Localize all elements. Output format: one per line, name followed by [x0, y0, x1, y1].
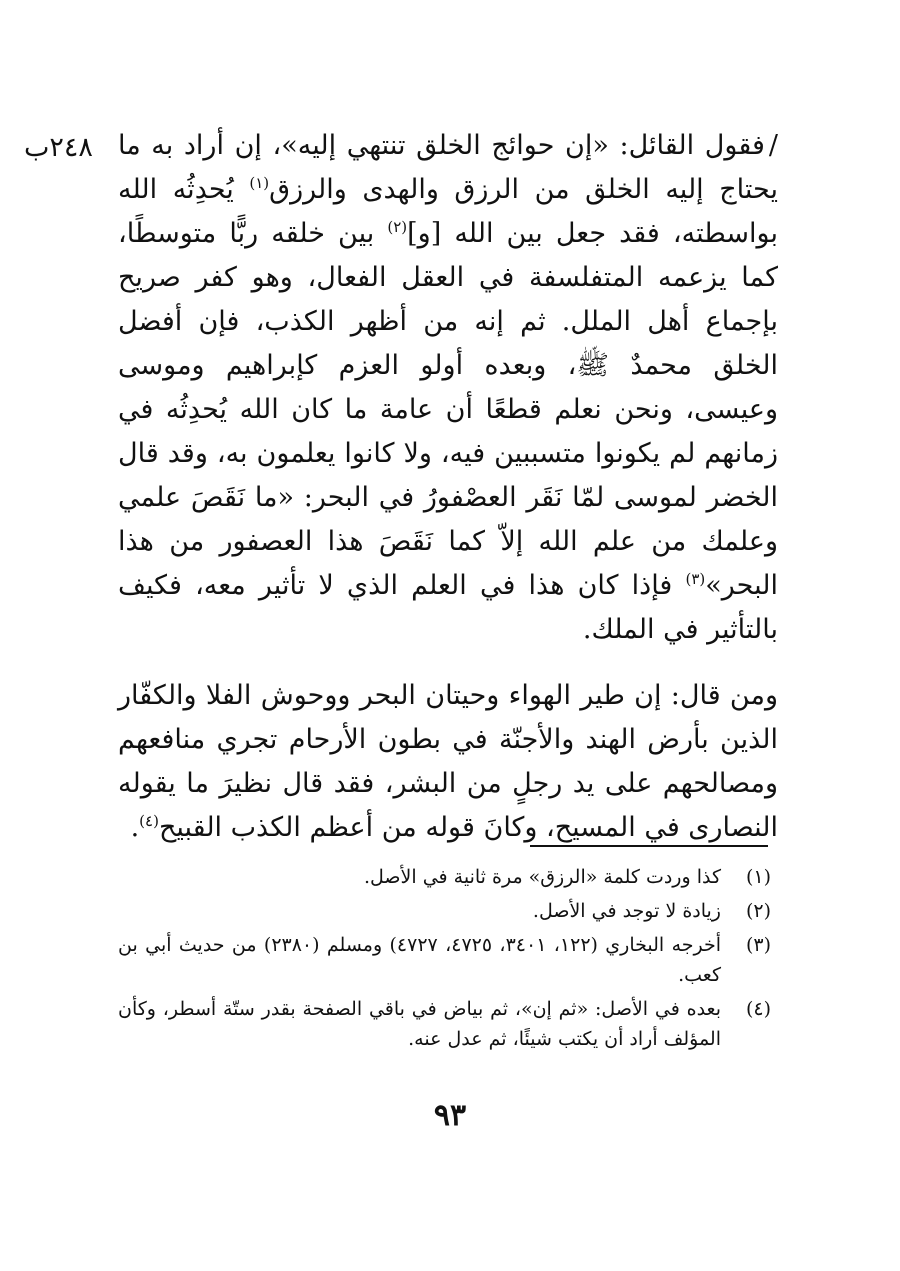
footnote-item [118, 862, 771, 892]
paragraph-1 [118, 124, 778, 652]
footnote-ref-4[interactable]: (٤) [139, 812, 159, 830]
paragraph-2 [118, 674, 778, 850]
footnote-item [118, 896, 771, 926]
footnotes-section [118, 862, 771, 1058]
footnote-ref-2[interactable]: (٢) [387, 218, 408, 236]
footnote-item [118, 930, 771, 990]
footnote-item [118, 994, 771, 1054]
manuscript-folio-marker: ٢٤٨ب [24, 132, 93, 163]
paragraph-1-text-a: فقول القائل: «إن حوائج الخلق تنتهي إليه»، إن أراد به ما يحتاج إليه الخلق من الرزق والهدى والرزق [118, 130, 778, 205]
footnote-ref-3[interactable]: (٣) [685, 570, 706, 588]
footnote-text: أخرجه البخاري (١٢٢، ٣٤٠١، ٤٧٢٥، ٤٧٢٧) ومسلم (٢٣٨٠) من حديث أبي بن كعب. [118, 934, 722, 986]
footnote-number: (١) [745, 866, 771, 888]
paragraph-1-text-d: فإذا كان هذا في العلم الذي لا تأثير معه، فكيف بالتأثير في الملك. [118, 570, 778, 645]
paragraph-1-text-c: بين خلقه ربًّا متوسطًا، كما يزعمه المتفلسفة في العقل الفعال، وهو كفر صريح بإجماع أهل الملل. ثم إنه من أظهر الكذب، فإن أفضل الخلق محمدٌ ﷺ، وبعده أولو العزم كإبراهيم وموسى وعيسى، ونحن نعلم قطعًا أن عامة ما كان الله يُحدِثُه في زمانهم لم يكونوا متسببين فيه، ولا كانوا يعلمون به، وقد قال الخضر لموسى لمّا نَقَر العصْفورُ في البحر: «ما نَقَصَ علمي وعلمك من علم الله إلاّ كما نَقَصَ هذا العصفور من هذا البحر» [118, 218, 779, 601]
paragraph-2-text-a: ومن قال: إن طير الهواء وحيتان البحر ووحوش الفلا والكفّار الذين بأرض الهند والأجنّة في بطون الأرحام تجري منافعهم ومصالحهم على يد رجلٍ من البشر، فقد قال نظيرَ ما يقوله النصارى في المسيح، وكانَ قوله من أعظم الكذب القبيح [118, 680, 778, 843]
footnote-text: زيادة لا توجد في الأصل. [532, 900, 721, 922]
footnote-text: بعده في الأصل: «ثم إن»، ثم بياض في باقي الصفحة بقدر ستّة أسطر، وكأن المؤلف أراد أن يكتب شيئًا، ثم عدل عنه. [118, 998, 721, 1050]
footnote-separator [530, 845, 768, 847]
page-number: ٩٣ [433, 1098, 467, 1133]
folio-break-slash: / [768, 130, 778, 161]
footnote-ref-1[interactable]: (١) [249, 174, 270, 192]
footnote-number: (٢) [745, 900, 771, 922]
footnote-number: (٣) [745, 934, 771, 956]
main-text-body [118, 124, 778, 850]
footnote-text: كذا وردت كلمة «الرزق» مرة ثانية في الأصل. [364, 866, 721, 888]
paragraph-1-text-b: يُحدِثُه الله بواسطته، فقد جعل بين الله [و] [118, 174, 778, 249]
footnote-number: (٤) [745, 998, 771, 1020]
paragraph-2-text-b: . [130, 812, 140, 843]
